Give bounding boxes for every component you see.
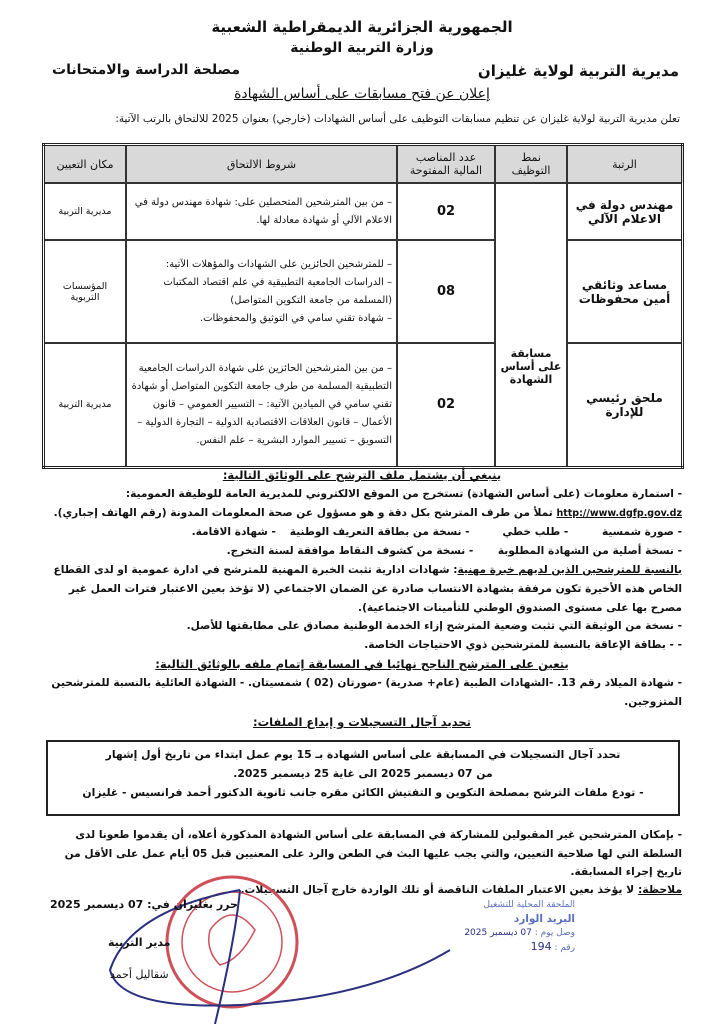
doc-disability: - - بطاقة الإعاقة بالنسبة للمترشحين ذوي الاحتياجات الخاصة. (364, 639, 682, 652)
intro-text: تعلن مديرية التربية لولاية غليزان عن تنظيم مسابقات التوظيف على أساس الشهادات (خارجي) بعنوان 2025 للالتحاق بالرتب الآتية: (115, 113, 680, 125)
doc-service: - نسخة من الوثيقة التي تثبت وضعية المترشح إزاء الخدمة الوطنية مصادق على مطابقتها للأصل. (186, 620, 682, 633)
deadlines-heading: تحديد آجال التسجيلات و إيداع الملفات: (253, 715, 471, 730)
positions-cell: 02 (397, 343, 495, 467)
republic-title: الجمهورية الجزائرية الديمقراطية الشعبية (211, 18, 513, 36)
table-row (44, 240, 683, 343)
experience-text: : شهادات ادارية تثبت الخبرة المهنية للمترشح في ادارة عمومية او لدى القطاع الخاص هذه الأخيرة تكون مرفقة بشهادة الانتساب صادرة عن الضمان الاجتماعي (لا تؤخذ بعين الاعتبار فترات العمل غير مصرح بها على مستوى الصندوق الوطني للتأمينات الاجتماعية). (53, 563, 682, 614)
received-stamp-line-2: البريد الوارد (513, 913, 575, 925)
header-conditions: شروط الالتحاق (126, 145, 397, 184)
documents-heading: ينبغي أن يشتمل ملف الترشح على الوثائق التالية: (222, 468, 502, 482)
positions-cell: 08 (397, 240, 495, 343)
deadline-line-2: من 07 ديسمبر 2025 الى غاية 25 ديسمبر 2025. (233, 767, 493, 780)
rank-cell: مساعد وثائقي أمين محفوظات (567, 240, 683, 343)
arrived-value: 07 ديسمبر 2025 (464, 928, 532, 938)
form-line: - استمارة معلومات (على أساس الشهادة) تستخرج من الموقع الالكتروني للمديرية العامة للوظيفة العمومية: (125, 487, 682, 500)
deadlines-box (46, 740, 680, 816)
final-heading: يتعين على المترشح الناجح نهائيا في المسابقة إتمام ملفه بالوثائق التالية: (155, 656, 569, 671)
header-place: مكان التعيين (44, 145, 127, 184)
rank-cell: ملحق رئيسي للإدارة (567, 343, 683, 467)
deadline-line-3: - تودع ملفات الترشح بمصلحة التكوين و التفتيش الكائن مقره جانب ثانوية الدكتور أحمد فرانسيس - غليزان (82, 786, 644, 799)
announcement-title: إعلان عن فتح مسابقات على أساس الشهادة (234, 86, 490, 102)
table-header-row (44, 145, 683, 184)
dgfp-link[interactable]: http://www.dgfp.gov.dz (556, 507, 682, 519)
table-row (44, 183, 683, 240)
note-label: ملاحظة: (637, 883, 682, 896)
positions-cell: 02 (397, 183, 495, 240)
header-positions: عدد المناصب المالية المفتوحة (397, 145, 495, 184)
doc-diploma: - نسخة أصلية من الشهادة المطلوبة (497, 545, 682, 558)
condition-line: – من بين المترشحين الحائزين على شهادة الدراسات الجامعية التطبيقية المسلمة من طرف جامعة التكوين المتواصل أو شهادة تقني سامي في الميادين الآتية: – التسيير العمومي – قانون الأعمال – قانون العلاقات الاقتصادية الدولية – التجارة الدولية – التسويق – تسيير الموارد البشرية – علم النفس. (131, 362, 392, 446)
final-text: - شهادة الميلاد رقم 13. -الشهادات الطبية (عام+ صدرية) -صورتان (02 ) شمسيتان. - الشهادة العائلية بالنسبة للمترشحين المتزوجين. (51, 676, 682, 708)
experience-label: بالنسبة للمترشحين الذين لديهم خبرة مهنية (457, 563, 682, 576)
number-label: رقم : (554, 943, 575, 953)
conditions-cell (126, 240, 397, 343)
doc-residence: - شهادة الاقامة. (191, 526, 276, 539)
condition-line: – للمترشحين الحائزين على الشهادات والمؤهلات الآتية: (165, 258, 392, 270)
doc-request: - طلب خطي (502, 526, 569, 539)
received-stamp-line-1: الملحقة المحلية للتشغيل (483, 900, 575, 910)
condition-line: – الدراسات الجامعية التطبيقية في علم اقتصاد المكتبات (المسلمة من جامعة التكوين المتواصل) (163, 276, 392, 306)
rank-cell: مهندس دولة في الاعلام الآلي (567, 183, 683, 240)
directorate-name: مديرية التربية لولاية غليزان (477, 62, 679, 80)
appeal-text: - بإمكان المترشحين غير المقبولين للمشاركة في المسابقة على أساس الشهادة المذكورة أعلاه، أن يقدموا طعونا لدى السلطة التي لها صلاحية التعيين، والتي يجب عليها البث في الطعن والرد على المعنيين قبل 05 أيام عمل على الأقل من تاريخ إجراء المسابقة. (64, 829, 682, 878)
received-stamp (445, 898, 575, 955)
header-rank: الرتبة (567, 145, 683, 184)
doc-id-copy: - نسخة من بطاقة التعريف الوطنية (289, 526, 470, 539)
doc-transcripts: - نسخة من كشوف النقاط موافقة لسنة التخرج. (226, 545, 474, 558)
note-text: لا يؤخذ بعين الاعتبار الملفات الناقصة أو تلك الواردة خارج آجال التسجيلات. (240, 883, 638, 896)
ministry-title: وزارة التربية الوطنية (290, 40, 434, 56)
mode-cell: مسابقة على أساس الشهادة (495, 183, 567, 467)
signature-name: شقاليل أحمد (110, 968, 169, 981)
arrived-label: وصل يوم : (534, 928, 575, 938)
condition-line: – شهادة تقني سامي في التوثيق والمحفوظات. (199, 312, 392, 324)
conditions-cell (126, 343, 397, 467)
condition-line: – من بين المترشحين المتحصلين على: شهادة مهندس دولة في الاعلام الآلي أو شهادة معادلة لها. (134, 196, 392, 226)
number-value: 194 (530, 940, 552, 953)
place-cell: مديرية التربية (44, 183, 127, 240)
documents-section (42, 466, 682, 732)
positions-table (42, 143, 684, 469)
place-cell: مديرية التربية (44, 343, 127, 467)
header-mode: نمط التوظيف (495, 145, 567, 184)
service-name: مصلحة الدراسة والامتحانات (52, 62, 241, 78)
signature-place-date: حرر بغليزان في: 07 ديسمبر 2025 (50, 898, 238, 911)
form-line-2: تملأ من طرف المترشح بكل دقة و هو مسؤول عن صحة المعلومات المدونة (رقم الهاتف إجباري). (53, 506, 553, 519)
signature-role: مدير التربية (108, 936, 171, 949)
place-cell: المؤسسات التربوية (44, 240, 127, 343)
table-row (44, 343, 683, 467)
deadline-line-1: تحدد آجال التسجيلات في المسابقة على أساس الشهادة بـ 15 يوم عمل ابتداء من تاريخ أول إشهار (105, 748, 621, 761)
doc-photo: - صورة شمسية (601, 526, 682, 539)
conditions-cell (126, 183, 397, 240)
